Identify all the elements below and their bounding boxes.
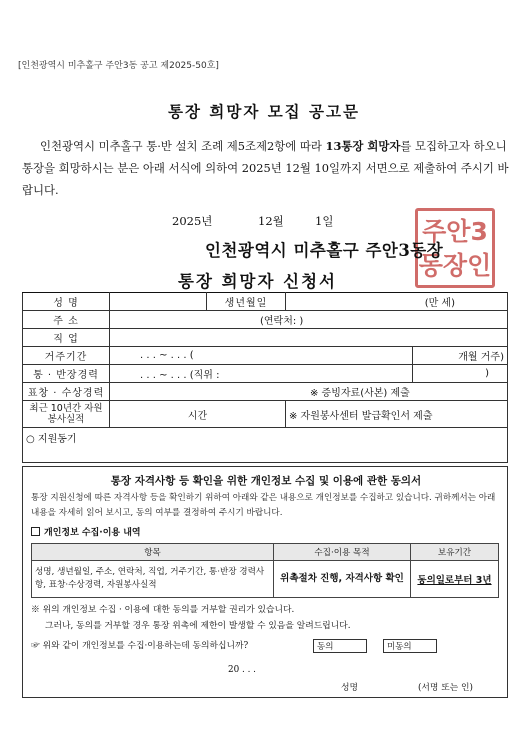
consent-note1: ※ 위의 개인정보 수집 · 이용에 대한 동의를 거부할 권리가 있습니다. [31,605,295,615]
disagree-option[interactable] [383,639,437,655]
organization-name: 인천광역시 미추홀구 주안3동장 [205,241,444,260]
agree-option[interactable] [313,639,367,655]
sign-date: 20 . . . [228,665,256,675]
disagree-box[interactable] [383,639,437,653]
cell-period [411,561,499,598]
collection-section-text: 개인정보 수집·이용 내역 [44,528,141,538]
intro-paragraph [22,135,510,201]
consent-note2: 그러나, 동의를 거부할 경우 통장 위촉에 제한이 발생할 수 있음을 알려드립니다. [45,621,351,631]
birth-label: 생년월일 [207,293,286,311]
date-day: 1일 [315,214,334,228]
career-field[interactable]: . . . ~ . . . (직위 : [110,365,413,383]
career-label: 통 · 반장경력 [23,365,110,383]
header-purpose: 수집·이용 목적 [274,544,411,561]
page-title: 통장 희망자 모집 공고문 [168,102,360,121]
residence-suffix: 개월 거주) [413,347,508,365]
birth-field[interactable]: (만 세) [286,293,508,311]
sign-hint: (서명 또는 인) [418,683,473,693]
award-field[interactable]: ※ 증빙자료(사본) 제출 [110,383,508,401]
career-suffix: ) [413,365,508,383]
address-field[interactable]: (연락처: ) [110,311,508,329]
date-month: 12월 [258,214,284,228]
seal-line1: 주안3 [422,217,488,246]
award-label: 표창 · 수상경력 [23,383,110,401]
agree-box[interactable] [313,639,367,653]
agree-label: 동의 [317,642,334,652]
cell-purpose: 위촉절차 진행, 자격사항 확인 [274,561,411,598]
collection-section-title [31,525,141,538]
name-field[interactable] [110,293,207,311]
job-field[interactable] [110,329,508,347]
period-text: 동의일로부터 3년 [417,575,492,586]
header-items: 항목 [32,544,274,561]
volunteer-hours[interactable]: 시간 [110,401,286,428]
volunteer-label: 최근 10년간 자원봉사실적 [23,401,110,428]
collection-table [31,543,499,598]
motive-label: ○ 지원동기 [23,428,508,447]
seal-line2: 동장인 [418,251,492,280]
checkbox-icon [31,527,40,536]
consent-title: 통장 자격사항 등 확인을 위한 개인정보 수집 및 이용에 관한 동의서 [110,475,422,487]
date-year: 2025년 [172,214,213,228]
consent-intro: 통장 지원신청에 따른 자격사항 등을 확인하기 위하여 아래와 같은 내용으로 개인정보를 수집하고 있습니다. 귀하께서는 아래 내용을 자세히 읽어 보시고, 동의 여부를 결정하여 주시기 바랍니다. [31,493,496,518]
notice-number: [인천광역시 미추홀구 주안3동 공고 제2025-50호] [18,61,219,71]
name-label: 성 명 [23,293,110,311]
job-label: 직 업 [23,329,110,347]
form-title: 통장 희망자 신청서 [178,272,338,291]
intro-part1: 인천광역시 미추홀구 통·반 설치 조례 제5조제2항에 따라 [40,139,326,153]
disagree-label: 미동의 [387,642,412,652]
residence-field[interactable]: . . . ~ . . . ( [110,347,413,365]
motive-field[interactable] [23,446,508,463]
cell-items: 성명, 생년월일, 주소, 연락처, 직업, 거주기간, 통·반장 경력사항, 표창·수상경력, 자원봉사실적 [32,561,274,598]
intro-part2: 를 모집하고자 하오니 통장을 희망하시는 분은 아래 서식에 의하여 2025년 12월 10일까지 서면으로 제출하여 주시기 바랍니다. [22,139,509,197]
header-period: 보유기간 [411,544,499,561]
consent-section [22,466,508,698]
intro-bold: 13통장 희망자 [325,139,401,153]
application-form [22,292,508,463]
sign-name-label: 성명 [341,683,358,693]
residence-label: 거주기간 [23,347,110,365]
volunteer-note: ※ 자원봉사센터 발급확인서 제출 [286,401,508,428]
address-label: 주 소 [23,311,110,329]
consent-question: ☞ 위와 같이 개인정보를 수집·이용하는데 동의하십니까? [31,641,249,651]
